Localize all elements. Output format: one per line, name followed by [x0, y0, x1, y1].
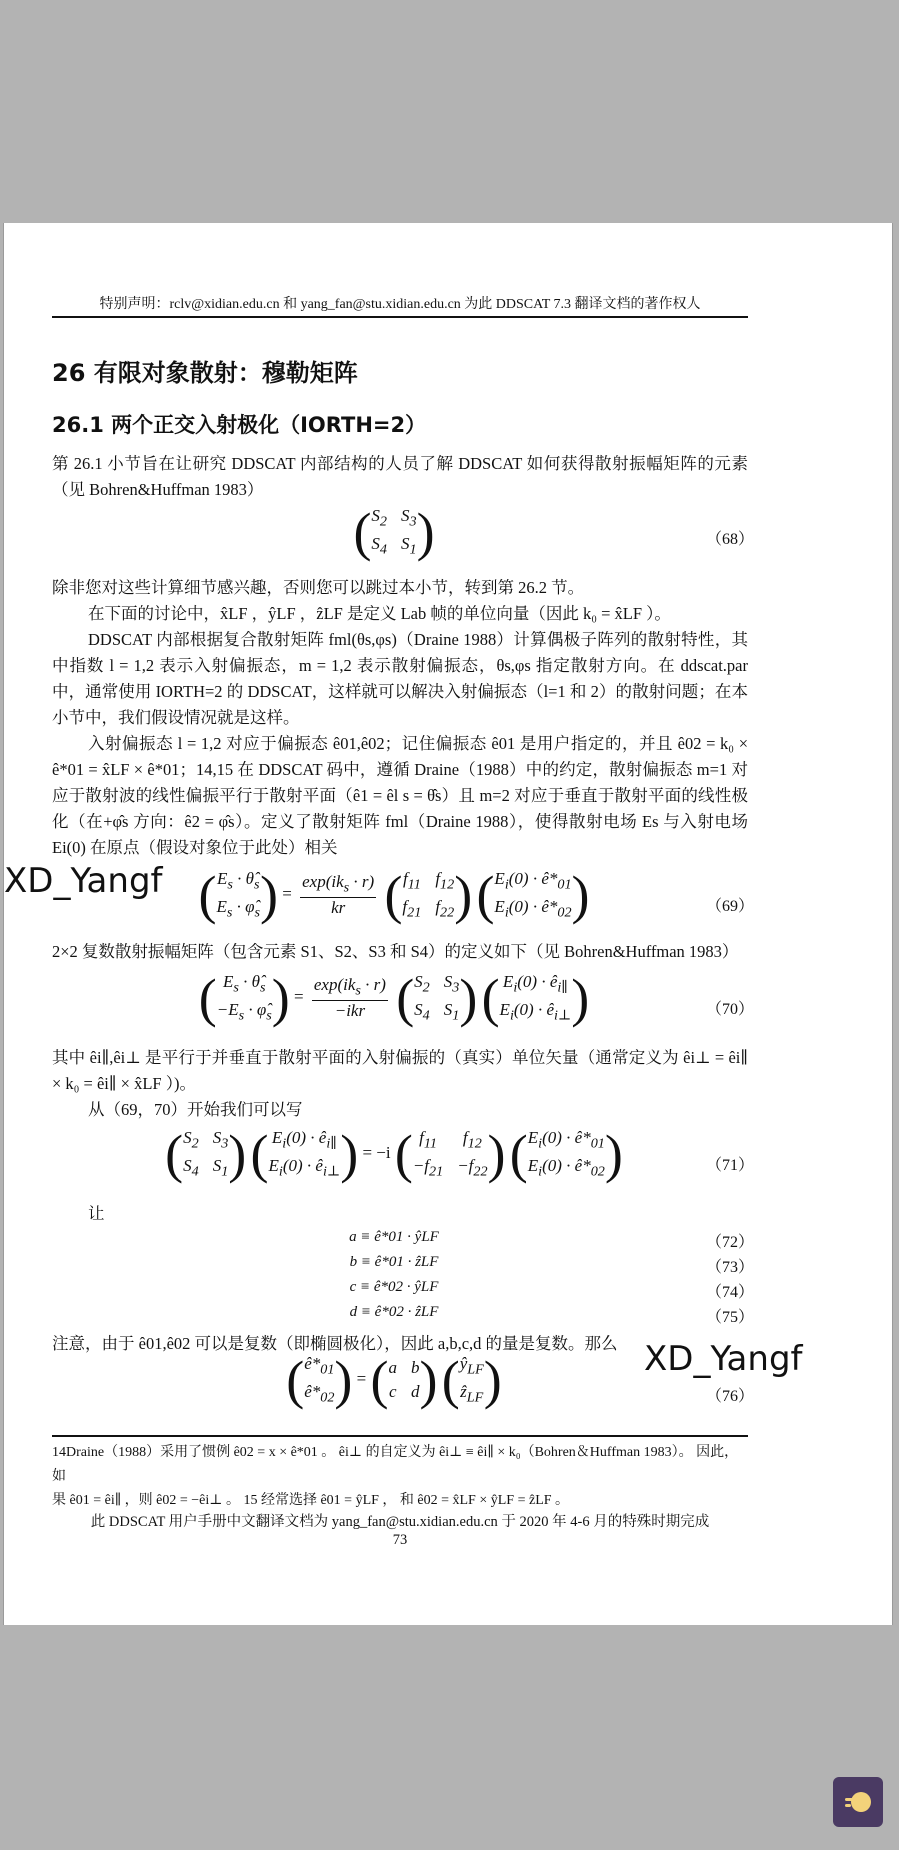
- equation-73-number: （73）: [705, 1259, 754, 1276]
- equation-76-number: （76）: [705, 1388, 754, 1405]
- equation-70-number: （70）: [705, 1001, 754, 1018]
- equation-74-number: （74）: [705, 1284, 754, 1301]
- page-number: 73: [392, 1532, 408, 1548]
- watermark-left: XD_Yangf: [4, 861, 163, 901]
- equation-68-number: （68）: [705, 531, 754, 548]
- section-title: 26 有限对象散射：穆勒矩阵: [52, 359, 358, 387]
- footnotes: [52, 1441, 748, 1513]
- footnote-line-2: 果 ê01 = êi∥ ，则 ê02 = −êi⊥ 。 15 经常选择 ê01 = ŷLF ， 和 ê02 = x̂LF × ŷLF = ẑLF 。: [52, 1493, 570, 1508]
- equation-68: ( $S_2$ $S_3$ $S_4$ $S_1$ ): [353, 502, 435, 562]
- paragraph-from-69-70: 从（69，70）开始我们可以写: [88, 1100, 303, 1119]
- equation-69: ( $E_s$ · $\thetâ_s$ $E_s$ · $\varphî_s$ ) = $\frac{\exp(ik_s \cdot r)}{kr}$ ( $f_{11}$ $f_{12}$ $f_{21}$ $f_{22}$ ) ( $E_i(0)$ · $ê*_{01}$ $E_i(0)$ · $ê*_{02}$ ): [198, 865, 590, 925]
- equation-72: a ≡ ê*01 · ŷLF: [349, 1229, 439, 1245]
- page-header: 特别声明：rclv@xidian.edu.cn 和 yang_fan@stu.xidian.edu.cn 为此 DDSCAT 7.3 翻译文档的著作权人: [52, 293, 748, 318]
- watermark-right: XD_Yangf: [644, 1339, 803, 1379]
- paragraph-scattering-matrix: DDSCAT 内部根据复合散射矩阵 fml(θs,φs)（Draine 1988）计算偶极子阵列的散射特性，其中指数 l = 1,2 表示入射偏振态，m = 1,2 表示散射偏振态，θs,φs 指定散射方向。在 ddscat.par 中，通常使用 IORTH=2 的 DDSCAT，这样就可以解决入射偏振态（l=1 和 2）的散射问题；在本小节中，我们假设情况就是这样。: [52, 630, 748, 727]
- equation-73: b ≡ ê*01 · ẑLF: [349, 1254, 439, 1270]
- paragraph-polarization: 入射偏振态 l = 1,2 对应于偏振态 ê01,ê02；记住偏振态 ê01 是用户指定的，并且 ê02 = k₀ × ê*01 = x̂LF × ê*01；14,15 在 DDSCAT 码中，遵循 Draine（1988）中的约定，散射偏振态 m=1 对应于散射波的线性偏振平行于散射平面（ê1 = êl s = θ̂s）且 m=2 对应于垂直于散射平面的线性极化（在+φ̂s 方向：ê2 = φ̂s）。定义了散射矩阵 fml（Draine 1988），使得散射电场 Es 与入射电场 Ei(0) 在原点（假设对象位于此处）相关: [52, 734, 748, 857]
- paragraph-amplitude-matrix: 2×2 复数散射振幅矩阵（包含元素 S1、S2、S3 和 S4）的定义如下（见 Bohren&Huffman 1983）: [52, 942, 739, 961]
- equation-74: c ≡ ê*02 · ŷLF: [349, 1279, 439, 1295]
- paragraph-skip: 除非您对这些计算细节感兴趣，否则您可以跳过本小节，转到第 26.2 节。: [52, 578, 585, 597]
- paragraph-let: 让: [88, 1204, 105, 1223]
- equation-69-number: （69）: [705, 898, 754, 915]
- equation-75: d ≡ ê*02 · ẑLF: [349, 1304, 439, 1320]
- equation-76: ( $ê*_{01}$ $ê*_{02}$ ) = ( a b c d ) ( $ŷ_{LF}$ ẑ$_{LF}$ ): [286, 1350, 502, 1410]
- footnote-line-1: 14Draine（1988）采用了惯例 ê02 = x × ê*01 。 êi⊥ 的自定义为 êi⊥ ≡ êi∥ × k₀（Bohren＆Huffman 1983）。 因此，如: [52, 1445, 739, 1484]
- equation-71-number: （71）: [705, 1157, 754, 1174]
- paragraph-complex: 注意，由于 ê01,ê02 可以是复数（即椭圆极化），因此 a,b,c,d 的量是复数。那么: [52, 1334, 618, 1353]
- footnote-divider: [52, 1435, 748, 1437]
- equation-72-number: （72）: [705, 1234, 754, 1251]
- paragraph-unit-vectors: 其中 êi∥,êi⊥ 是平行于并垂直于散射平面的入射偏振的（真实）单位矢量（通常定义为 êi⊥ = êi∥ × k₀ = êi∥ × x̂LF ）)。: [52, 1048, 748, 1093]
- subsection-title: 26.1 两个正交入射极化（IORTH=2）: [52, 413, 427, 437]
- equation-70: ( $E_s$ · $\thetâ_s$ $-E_s$ · $\varphî_s$ ) = $\frac{\exp(ik_s \cdot r)}{\text{−ikr}}$ ( $S_2$ $S_3$ $S_4$ $S_1$ ) ( $E_i(0)$ · $ê_{i\parallel}$ $E_i(0)$ · $ê_{i\perp}$ ): [198, 968, 590, 1028]
- footer-note: 此 DDSCAT 用户手册中文翻译文档为 yang_fan@stu.xidian.edu.cn 于 2020 年 4-6 月的特殊时期完成: [90, 1514, 710, 1530]
- paragraph-intro: 第 26.1 小节旨在让研究 DDSCAT 内部结构的人员了解 DDSCAT 如何获得散射振幅矩阵的元素（见 Bohren&Huffman 1983）: [52, 454, 748, 499]
- lightbulb-icon: [845, 1792, 871, 1812]
- page-footer: [52, 1513, 748, 1549]
- document-page: [3, 223, 893, 1625]
- paragraph-lab-frame: 在下面的讨论中，x̂LF ，ŷLF ，ẑLF 是定义 Lab 帧的单位向量（因此 k₀ = x̂LF ）。: [88, 604, 671, 623]
- assistant-button[interactable]: [833, 1777, 883, 1827]
- equation-75-number: （75）: [705, 1309, 754, 1326]
- equation-71: ( $S_2$ $S_3$ $S_4$ $S_1$ ) ( $E_i(0)$ · $ê_{i\parallel}$ $E_i(0)$ · $ê_{i\perp}$ ) = −i ( $f_{11}$ $f_{12}$ $-f_{21}$ $-f_{22}$ ) ( $E_i(0)$ · $ê*_{01}$ $E_i(0)$ · $ê*_{02}$ ): [165, 1124, 623, 1184]
